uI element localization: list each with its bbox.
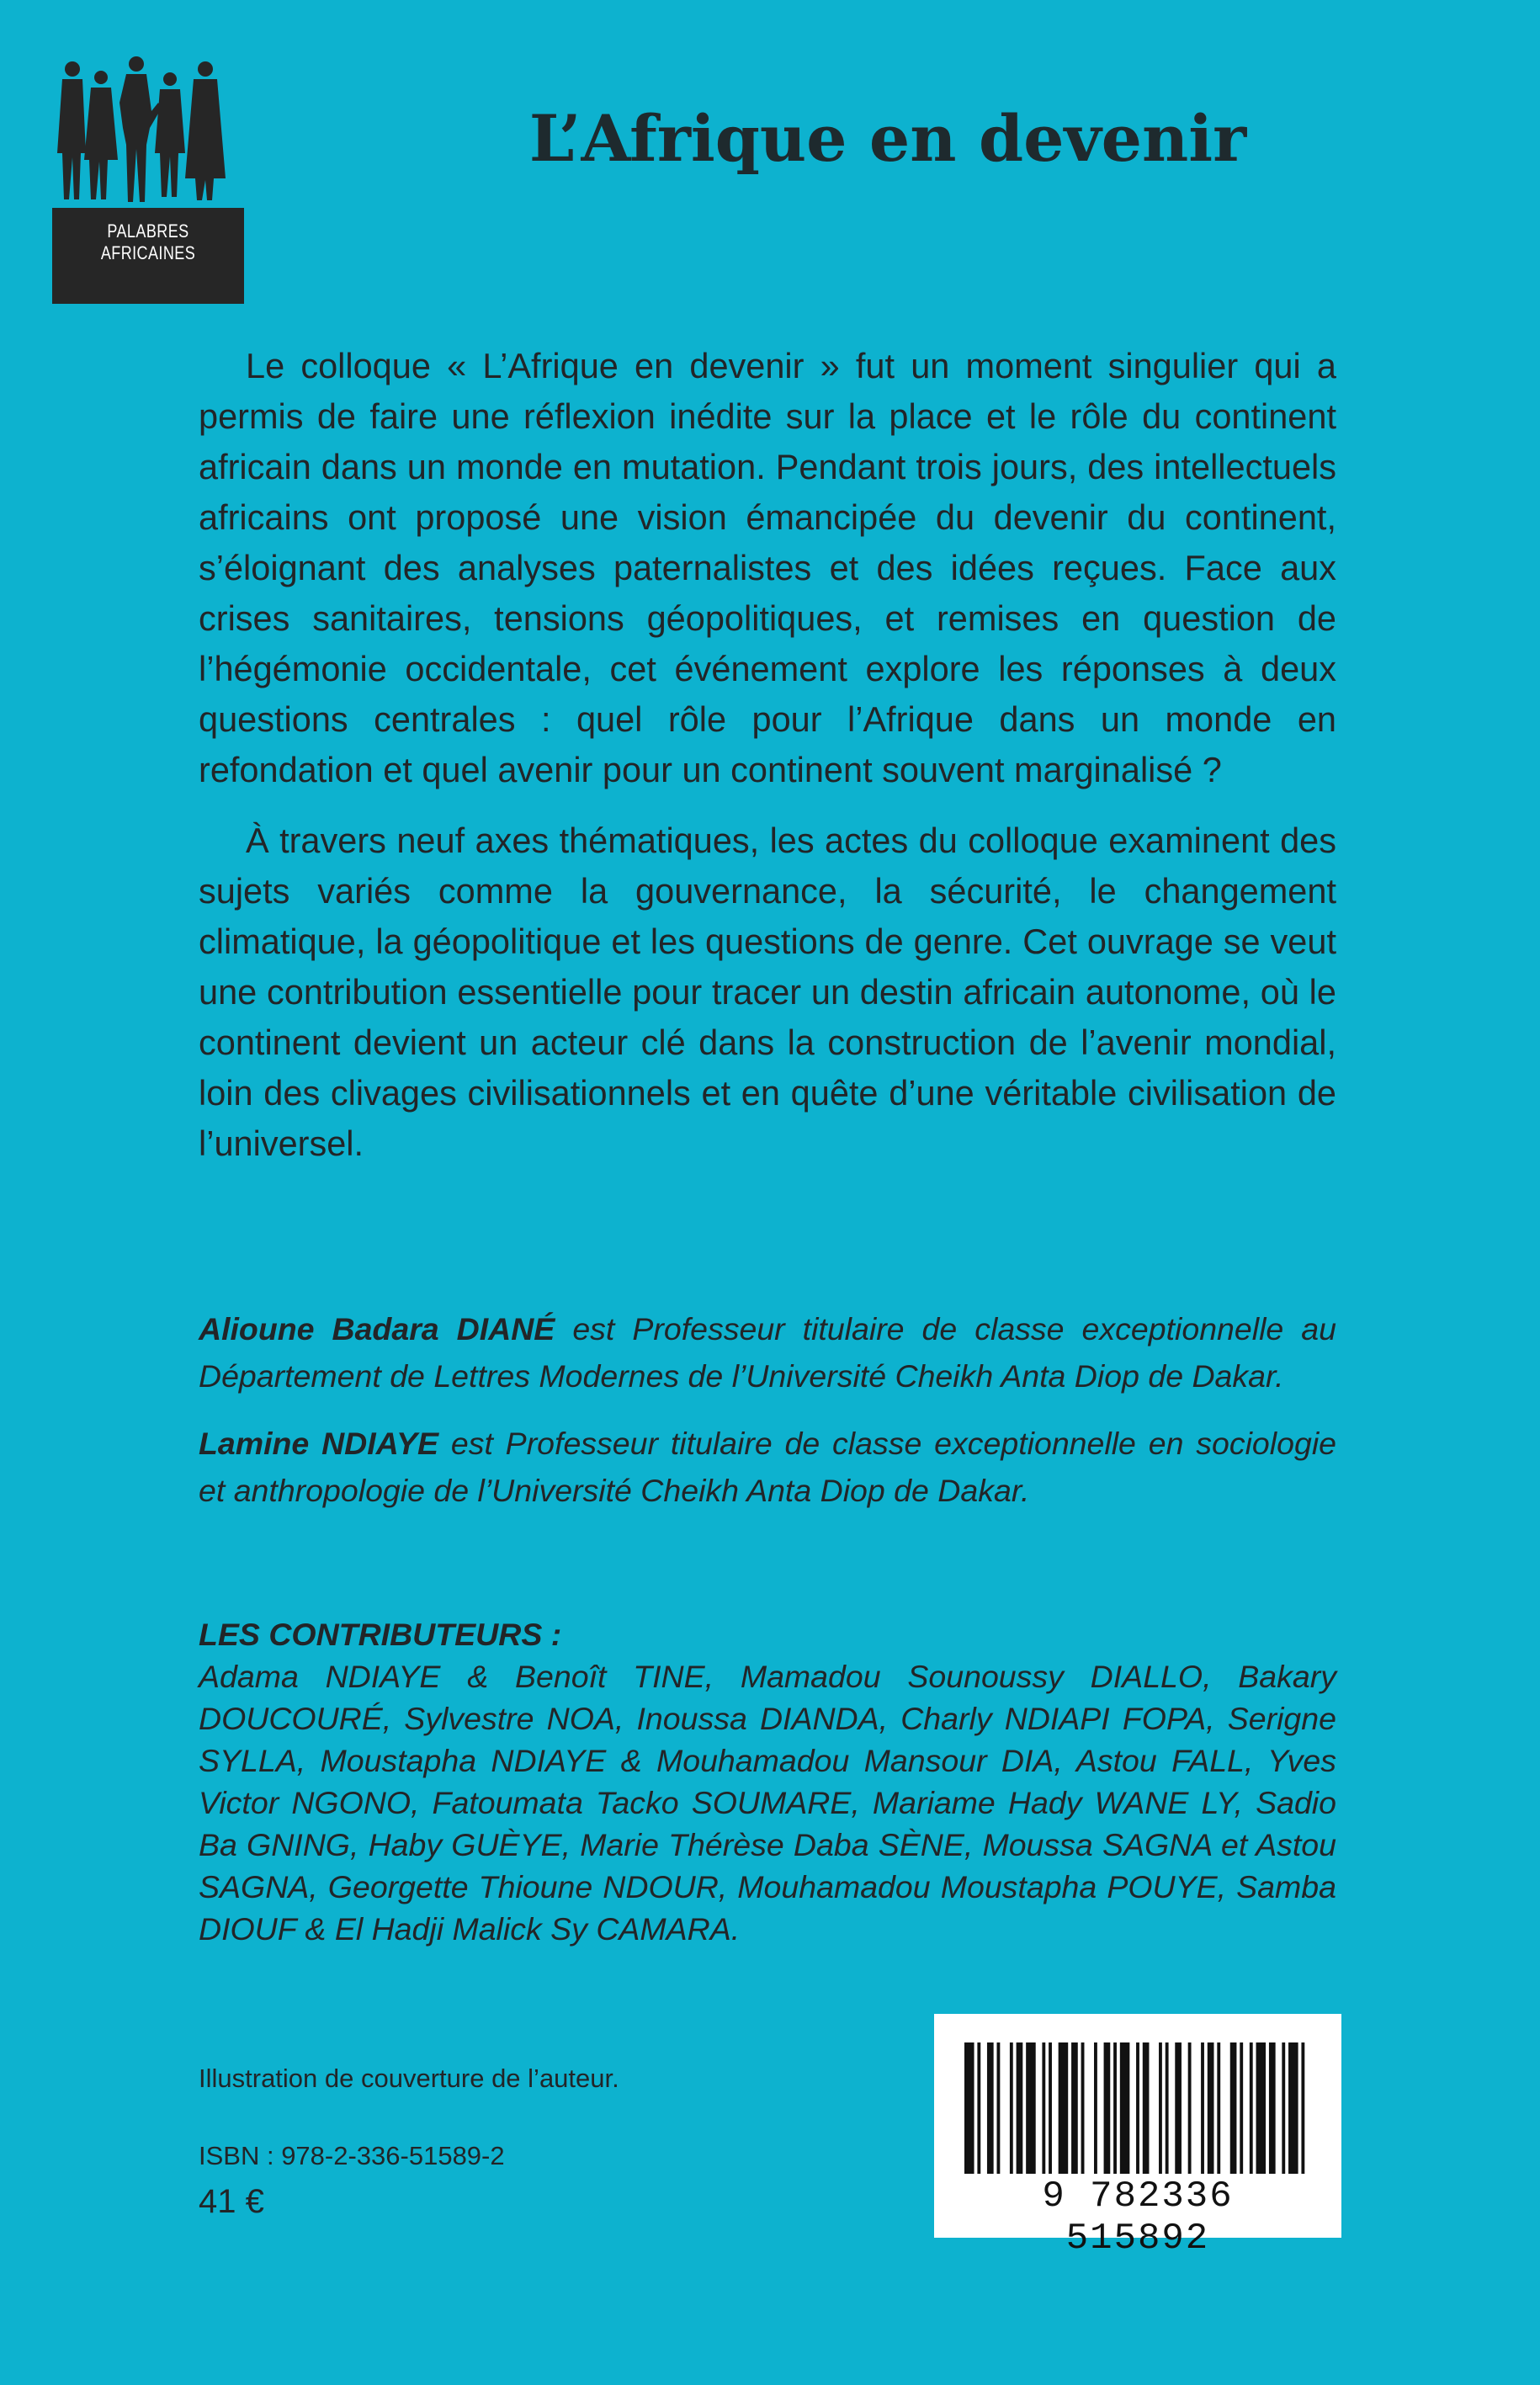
barcode-bar [1017, 2042, 1023, 2174]
author-description: est Professeur titulaire de classe exceptionnelle en sociologie et anthropologie de l’Université Cheikh Anta Diop de Dakar. [199, 1426, 1337, 1508]
barcode-bar [1282, 2042, 1285, 2174]
barcode-bar [1026, 2042, 1036, 2174]
barcode-bar [1094, 2042, 1097, 2174]
barcode-bar [1201, 2042, 1204, 2174]
author-bio [199, 1420, 1336, 1514]
barcode-bar [1081, 2042, 1085, 2174]
contributors-list: Adama NDIAYE & Benoît TINE, Mamadou Sounoussy DIALLO, Bakary DOUCOURÉ, Sylvestre NOA, Inoussa DIANDA, Charly NDIAPI FOPA, Serigne SYLLA, Moustapha NDIAYE & Mouhamadou Mansour DIA, Astou FALL, Yves Victor NGONO, Fatoumata Tacko SOUMARE, Mariame Hady WANE LY, Sadio Ba GNING, Haby GUÈYE, Marie Thérèse Daba SÈNE, Moussa SAGNA et Astou SAGNA, Georgette Thioune NDOUR, Mouhamadou Moustapha POUYE, Samba DIOUF & El Hadji Malick Sy CAMARA. [199, 1659, 1336, 1947]
summary-text [199, 341, 1336, 1189]
publisher-logo [52, 52, 244, 304]
barcode-bar [1166, 2042, 1169, 2174]
contributors-heading: LES CONTRIBUTEURS : [199, 1617, 562, 1652]
barcode-bar [1208, 2042, 1214, 2174]
book-title: L’Afrique en devenir [528, 101, 1247, 176]
barcode-bar [1256, 2042, 1267, 2174]
barcode-bar [1230, 2042, 1237, 2174]
barcode [934, 2014, 1341, 2260]
author-name: Alioune Badara DIANÉ [199, 1311, 555, 1347]
barcode-bar [1288, 2042, 1298, 2174]
summary-paragraph: À travers neuf axes thématiques, les actes du colloque examinent des sujets variés comme la gouvernance, la sécurité, le changement climatique, la géopolitique et les questions de genre. Cet ouvrage se veut une contribution essentielle pour tracer un destin africain autonome, où le continent devient un acteur clé dans la construction de l’avenir mondial, loin des clivages civilisationnels et en quête d’une véritable civilisation de l’universel. [199, 821, 1336, 1163]
author-bio [199, 1305, 1336, 1400]
barcode-bar [997, 2042, 1001, 2174]
author-description: est Professeur titulaire de classe exceptionnelle au Département de Lettres Modernes de l’Université Cheikh Anta Diop de Dakar. [199, 1311, 1336, 1394]
barcode-bar [1159, 2042, 1162, 2174]
barcode-bar [1120, 2042, 1130, 2174]
series-label: PALABRES AFRICAINES [100, 220, 196, 263]
barcode-bar [1269, 2042, 1276, 2174]
barcode-bar [1113, 2042, 1117, 2174]
price: 41 € [199, 2183, 264, 2220]
barcode-digits: 9 782336 515892 [1042, 2175, 1234, 2260]
author-name: Lamine NDIAYE [199, 1426, 439, 1461]
barcode-bar [1136, 2042, 1139, 2174]
barcode-bar [1049, 2042, 1052, 2174]
barcode-bar [1240, 2042, 1243, 2174]
barcode-bar [1175, 2042, 1182, 2174]
barcode-bar [1250, 2042, 1253, 2174]
barcode-bar [1104, 2042, 1111, 2174]
barcode-bar [977, 2042, 980, 2174]
barcode-bar [1143, 2042, 1150, 2174]
silhouettes-of-people-icon [52, 52, 244, 208]
barcode-bar [1010, 2042, 1013, 2174]
barcode-bar [1188, 2042, 1192, 2174]
barcode-bar [1042, 2042, 1045, 2174]
summary-paragraph: Le colloque « L’Afrique en devenir » fut un moment singulier qui a permis de faire une réflexion inédite sur la place et le rôle du continent africain dans un monde en mutation. Pendant trois jours, des intellectuels africains ont proposé une vision émancipée du devenir du continent, s’éloignant des analyses paternalistes et des idées reçues. Face aux crises sanitaires, tensions géopolitiques, et remises en question de l’hégémonie occidentale, cet événement explore les réponses à deux questions centrales : quel rôle pour l’Afrique dans un monde en refondation et quel avenir pour un continent souvent marginalisé ? [199, 346, 1336, 789]
cover-credit: Illustration de couverture de l’auteur. [199, 2064, 619, 2093]
barcode-bar [1059, 2042, 1069, 2174]
barcode-bar [1301, 2042, 1304, 2174]
barcode-bar [987, 2042, 994, 2174]
contributors-section [199, 1613, 1336, 1950]
barcode-bar [1071, 2042, 1078, 2174]
isbn: ISBN : 978-2-336-51589-2 [199, 2141, 505, 2170]
barcode-bars-icon [964, 2042, 1311, 2174]
barcode-bar [1217, 2042, 1220, 2174]
barcode-bar [964, 2042, 974, 2174]
